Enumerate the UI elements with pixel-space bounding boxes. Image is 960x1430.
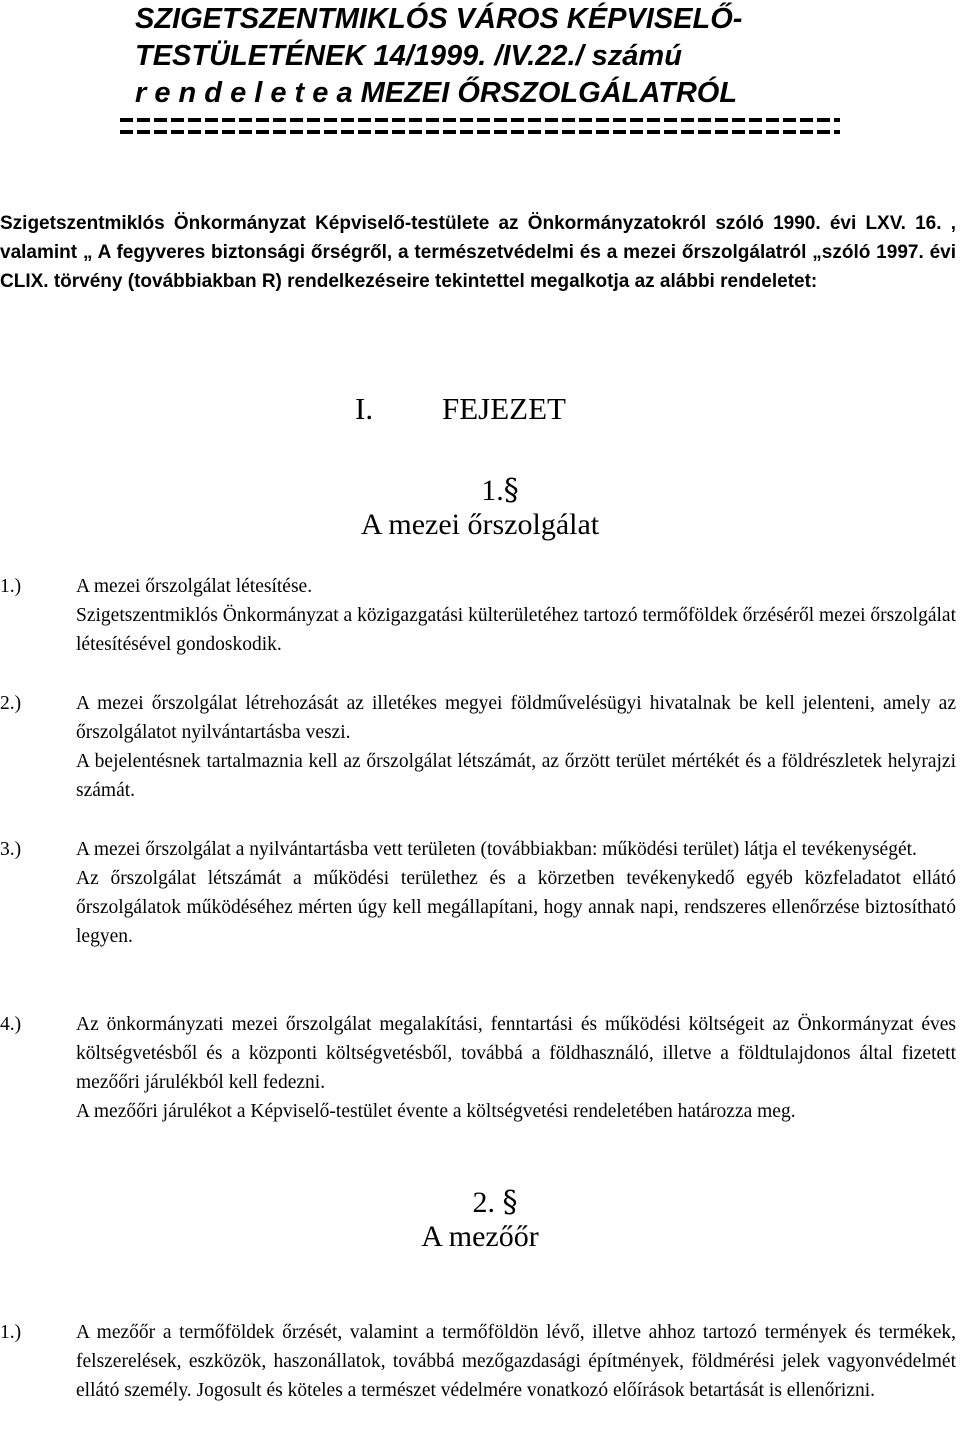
paragraph-text: A mezei őrszolgálat létrehozását az illetékes megyei földművelésügyi hivatalnak be kell jelenteni, amely az őrszolgálatot nyilvántartásba veszi. — [76, 693, 956, 743]
document-title — [135, 1, 835, 112]
paragraph-number: 2.) — [0, 693, 22, 714]
title-line-1: SZIGETSZENTMIKLÓS VÁROS KÉPVISELŐ- — [135, 3, 743, 35]
paragraph-text: A mezei őrszolgálat a nyilvántartásba vett területen (továbbiakban: működési terület) látja el tevékenységét. — [76, 839, 917, 860]
preamble: Szigetszentmiklós Önkormányzat Képviselő-testülete az Önkormányzatokról szóló 1990. évi LXV. 16. , valamint „ A fegyveres biztonsági őrségről, a természetvédelmi és a mezei őrszolgálatról „szóló 1997. évi CLIX. törvény (továbbiakban R) rendelkezéseire tekintettel megalkotja az alábbi rendeletet: — [0, 213, 956, 292]
paragraph-number: 1.) — [0, 1322, 22, 1343]
paragraph-text: A mezőőr a termőföldek őrzését, valamint a termőföldön lévő, illetve ahhoz tartozó termények és termékek, felszerelések, eszközök, haszonállatok, továbbá mezőgazdasági építmények, földmérési jelek vagyonvédelmét ellátó személy. Jogosult és köteles a természet védelmére vonatkozó előírások betartását is ellenőrizni. — [76, 1322, 956, 1401]
paragraph-text: Az őrszolgálat létszámát a működési területhez és a körzetben tevékenykedő egyéb közfeladatot ellátó őrszolgálatok működéséhez mérten úgy kell megállapítani, hogy annak napi, rendszeres ellenőrzése biztosítható legyen. — [76, 868, 956, 947]
title-line-3: r e n d e l e t e a MEZEI ŐRSZOLGÁLATRÓL — [135, 77, 738, 109]
double-rule-divider — [120, 118, 840, 134]
paragraph-text: Szigetszentmiklós Önkormányzat a közigazgatási külterületéhez tartozó termőföldek őrzéséről mezei őrszolgálat létesítésével gondoskodik. — [76, 605, 956, 655]
section-sign-icon: § — [502, 1185, 518, 1220]
section-1-heading — [0, 474, 960, 542]
section-1-paragraph-4 — [0, 1010, 956, 1126]
paragraph-text: A mezőőri járulékot a Képviselő-testület évente a költségvetési rendeletében határozza meg. — [76, 1101, 796, 1122]
paragraph-text: Az önkormányzati mezei őrszolgálat megalakítási, fenntartási és működési költségeit az Önkormányzat éves költségvetésből és a központi költségvetésből, továbbá a földhasználó, illetve a földtulajdonos által fizetett mezőőri járulékból kell fedezni. — [76, 1014, 956, 1093]
section-1-paragraph-2 — [0, 689, 956, 805]
section-1-paragraph-3 — [0, 835, 956, 951]
paragraph-text: A bejelentésnek tartalmaznia kell az őrszolgálat létszámát, az őrzött terület mértékét és a földrészletek helyrajzi számát. — [76, 751, 956, 801]
section-sign-icon: § — [503, 473, 519, 508]
section-1-paragraph-1 — [0, 572, 956, 659]
paragraph-number: 3.) — [0, 839, 22, 860]
title-line-2: TESTÜLETÉNEK 14/1999. /IV.22./ számú — [135, 40, 682, 72]
chapter-number: I. — [355, 391, 374, 426]
section-2-heading — [0, 1186, 960, 1254]
paragraph-number: 4.) — [0, 1014, 22, 1035]
paragraph-heading: A mezei őrszolgálat létesítése. — [76, 576, 313, 597]
paragraph-number: 1.) — [0, 576, 22, 597]
chapter-label: FEJEZET — [442, 391, 566, 426]
section-1-number: 1. — [481, 474, 504, 507]
section-2-paragraph-1 — [0, 1318, 956, 1405]
section-1-title: A mezei őrszolgálat — [360, 508, 600, 541]
section-2-title: A mezőőr — [421, 1220, 539, 1253]
section-2-number: 2. — [472, 1186, 495, 1219]
